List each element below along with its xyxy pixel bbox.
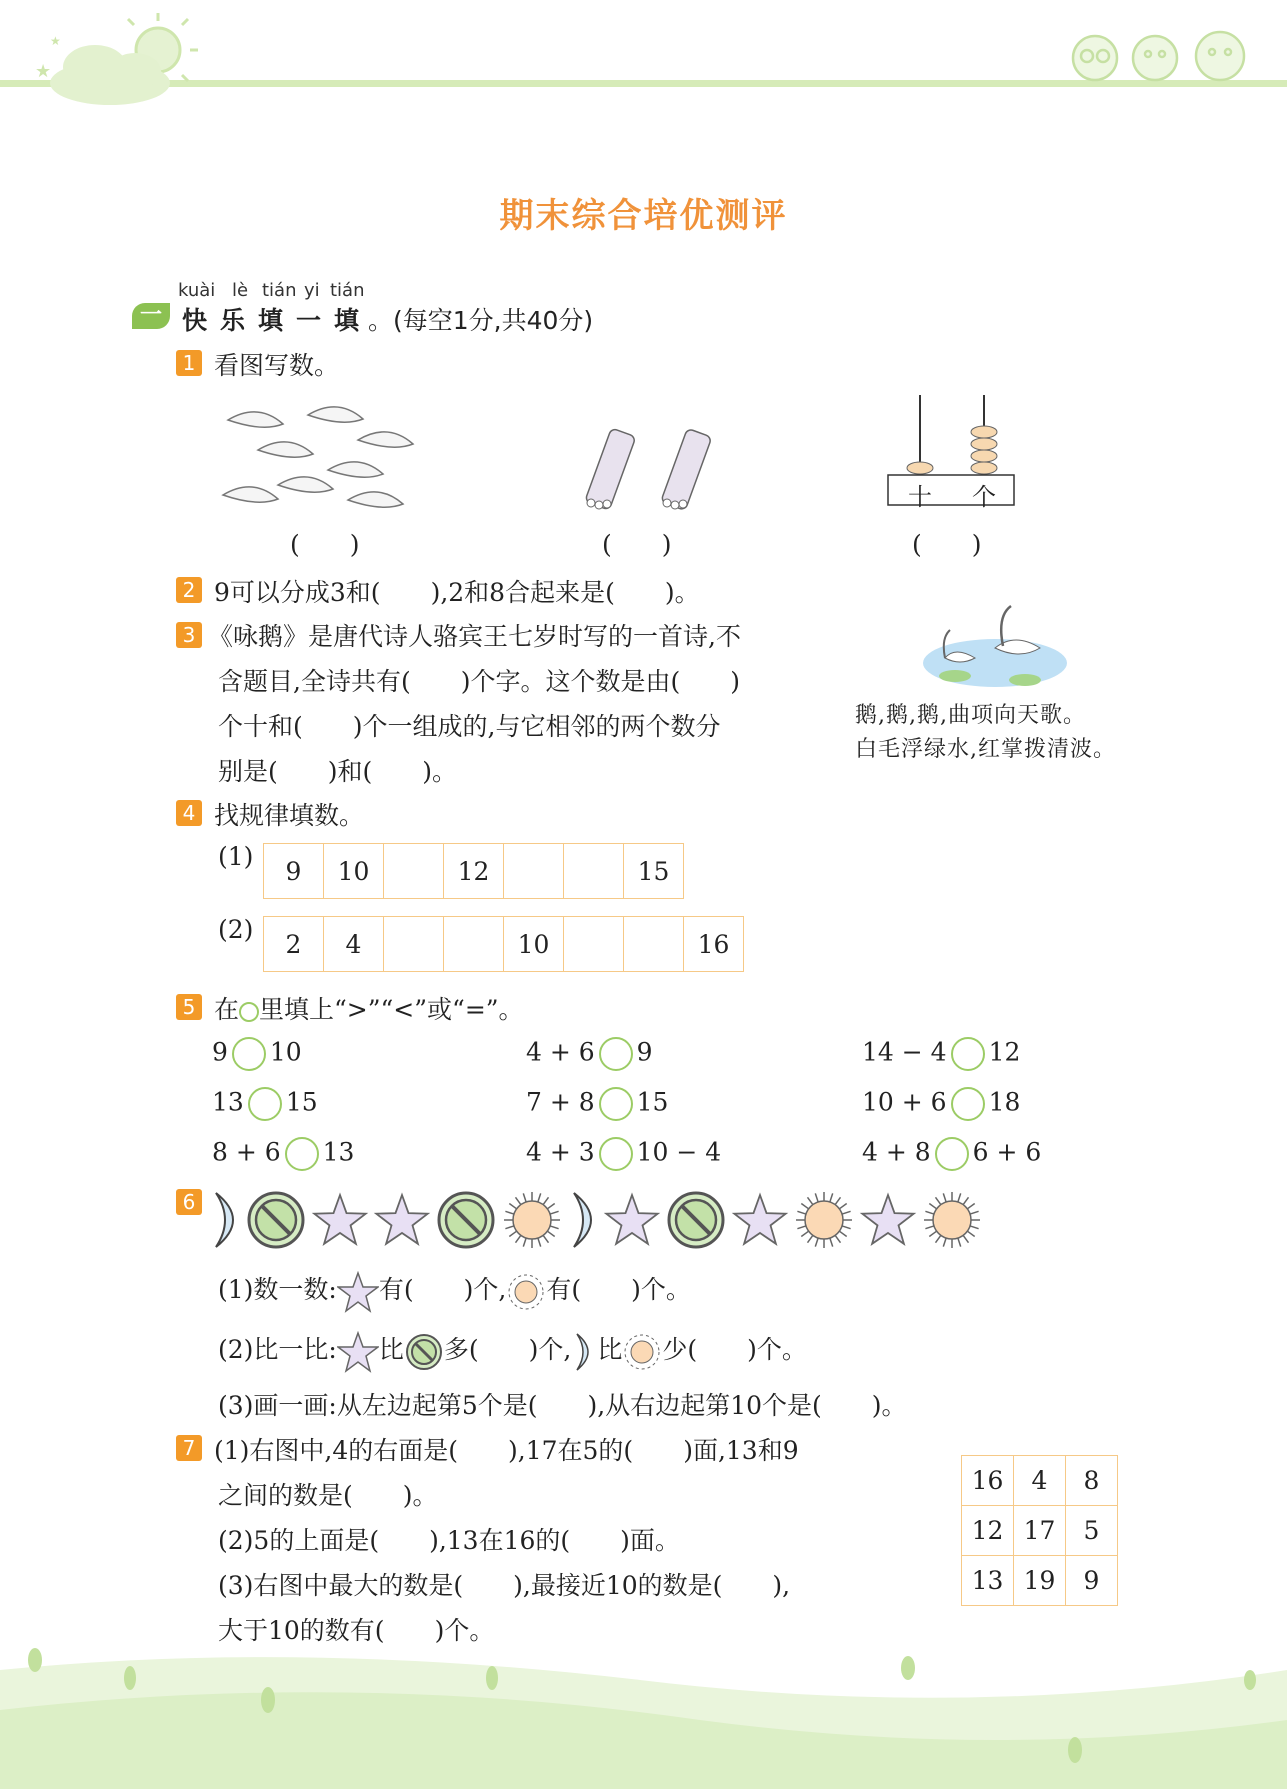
compare-circle-input[interactable] [935,1137,969,1171]
grid-cell: 16 [962,1456,1014,1506]
ban-icon [439,1193,493,1247]
compare-circle-input[interactable] [599,1137,633,1171]
sequence-cell: 9 [264,844,324,899]
bundled-sticks-illustration [575,425,715,515]
question-line: (1)右图中,4的右面是( ),17在5的( )面,13和9 [214,1436,799,1465]
shape-sequence [205,1185,995,1255]
poem-line: 鹅,鹅,鹅,曲项向天歌。 [855,703,1086,728]
sequence-blank-cell[interactable] [384,917,444,972]
animals-decoration [1060,20,1260,85]
star-icon [606,1195,657,1244]
star-icon [337,1271,379,1313]
abacus-tens-label: 十 [908,483,932,511]
compare-circle-input[interactable] [599,1037,633,1071]
section-pinyin: kuài lè tián yi tián [178,280,365,301]
moon-icon [571,1332,597,1372]
compare-item: 10 + 6 18 [862,1087,1020,1121]
ban-icon [669,1193,723,1247]
grid-cell: 13 [962,1556,1014,1606]
sequence-blank-cell[interactable] [624,917,684,972]
answer-blank[interactable]: ( ) [602,530,672,559]
sequence-blank-cell[interactable] [504,844,564,899]
sub-label: (2) [218,915,254,944]
compare-item: 4 + 3 10 − 4 [526,1137,721,1171]
question-number: 2 [176,577,202,603]
question-line: (3)画一画:从左边起第5个是( ),从右边起第10个是( )。 [218,1391,907,1420]
circle-icon [239,1002,259,1022]
question-line: 大于10的数有( )个。 [218,1616,495,1645]
star-icon [337,1331,379,1373]
answer-blank[interactable]: ( ) [912,530,982,559]
compare-item: 7 + 8 15 [526,1087,668,1121]
sub-label: (1) [218,842,254,871]
poem-line: 白毛浮绿水,红掌拨清波。 [855,737,1116,762]
compare-circle-input[interactable] [599,1087,633,1121]
compare-item: 9 10 [212,1037,302,1071]
sequence-cell: 2 [264,917,324,972]
sequence-cell: 12 [444,844,504,899]
question-text: 看图写数。 [214,351,340,380]
number-grid [961,1455,1118,1606]
compare-item: 4 + 8 6 + 6 [862,1137,1041,1171]
sequence-cell: 4 [324,917,384,972]
grid-cell: 5 [1066,1506,1118,1556]
question-line: (2)比一比: 比 多( )个, 比 少( )个。 [218,1330,807,1373]
abacus-illustration [880,390,1020,510]
question-number: 4 [176,800,202,826]
ban-icon [249,1193,303,1247]
question-line: 个十和( )个一组成的,与它相邻的两个数分 [218,712,721,741]
star-icon [376,1195,427,1244]
question-number: 1 [176,350,202,376]
grid-cell: 8 [1066,1456,1118,1506]
grid-cell: 19 [1014,1556,1066,1606]
question-text: 找规律填数。 [214,801,365,830]
question-line: 别是( )和( )。 [218,757,458,786]
section-number-badge: 一 [132,303,170,329]
ban-icon [404,1332,444,1372]
svg-text:★: ★ [50,34,61,48]
question-number: 6 [176,1189,202,1215]
grid-cell: 9 [1066,1556,1118,1606]
question-line: 之间的数是( )。 [218,1481,438,1510]
svg-text:★: ★ [35,61,52,82]
sequence-cell: 10 [504,917,564,972]
sequence-blank-cell[interactable] [444,917,504,972]
compare-circle-input[interactable] [232,1037,266,1071]
answer-blank[interactable]: ( ) [290,530,360,559]
question-line: (3)右图中最大的数是( ),最接近10的数是( ), [218,1571,791,1600]
sun-icon [924,1192,980,1248]
sun-cloud-decoration [10,5,210,110]
compare-item: 8 + 6 13 [212,1137,354,1171]
question-number: 7 [176,1435,202,1461]
compare-circle-input[interactable] [951,1037,985,1071]
sequence-blank-cell[interactable] [564,844,624,899]
star-icon [734,1195,785,1244]
sequence-table-1 [263,843,684,899]
question-line: (2)5的上面是( ),13在16的( )面。 [218,1526,680,1555]
question-number: 5 [176,994,202,1020]
question-line: 《咏鹅》是唐代诗人骆宾王七岁时写的一首诗,不 [208,622,741,651]
sequence-table-2 [263,916,744,972]
sun-icon [504,1192,560,1248]
compare-item: 14 − 4 12 [862,1037,1020,1071]
sequence-cell: 16 [684,917,744,972]
moon-icon [574,1193,591,1247]
sequence-blank-cell[interactable] [564,917,624,972]
sequence-cell: 10 [324,844,384,899]
grid-cell: 12 [962,1506,1014,1556]
question-text: 在 里填上“>”“<”或“=”。 [214,995,524,1024]
star-icon [862,1195,913,1244]
compare-circle-input[interactable] [248,1087,282,1121]
star-icon [314,1195,365,1244]
moon-icon [216,1193,233,1247]
question-line: 含题目,全诗共有( )个字。这个数是由( ) [218,667,740,696]
question-number: 3 [176,622,202,648]
compare-circle-input[interactable] [951,1087,985,1121]
grid-cell: 17 [1014,1506,1066,1556]
question-text: 9可以分成3和( ),2和8合起来是( )。 [214,578,700,607]
compare-item: 13 15 [212,1087,318,1121]
grid-cell: 4 [1014,1456,1066,1506]
sequence-cell: 15 [624,844,684,899]
page-title: 期末综合培优测评 [499,196,788,236]
sun-icon [796,1192,852,1248]
question-line: (1)数一数: 有( )个, 有( )个。 [218,1270,691,1313]
swans-illustration [218,390,448,515]
compare-circle-input[interactable] [285,1137,319,1171]
sun-icon [506,1272,546,1312]
section-title: 快 乐 填 一 填 。(每空1分,共40分) [182,306,594,335]
abacus-ones-label: 个 [972,483,996,511]
sun-icon [622,1332,662,1372]
goose-pond-illustration [915,598,1075,693]
sequence-blank-cell[interactable] [384,844,444,899]
landscape-decoration [0,1640,1287,1789]
compare-item: 4 + 6 9 [526,1037,653,1071]
